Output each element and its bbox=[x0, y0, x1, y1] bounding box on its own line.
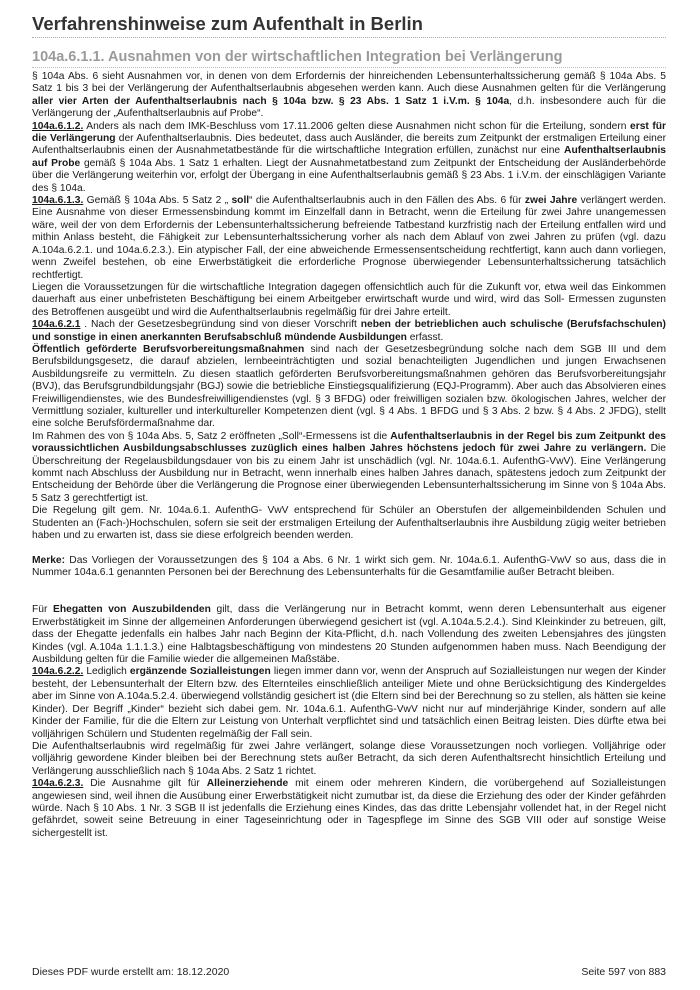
paragraph bbox=[32, 195, 666, 282]
section-reference: 104a.6.2.3. bbox=[32, 778, 84, 790]
paragraph-text: mit einem oder mehreren Kindern, die vorübergehend auf Sozialleistungen angewiesen sind, weil ihnen die Ausübung einer Erwerbstätigkeit nicht zumutbar ist, da diese die Erziehung des oder der Kinder gefährden würde. Nach § 10 Abs. 1 Nr. 3 SGB II ist jedenfalls die Erziehung eines Kindes, das das dritte Lebensjahr vollendet hat, in der Regel nicht gefährdet, soweit seine Betreuung in einer Tageseinrichtung oder in Tagespflege im Sinne des SGB VIII oder auf sonstige Weise sichergestellt ist. bbox=[32, 778, 666, 839]
paragraph-text: , d.h. insbesondere auch für die Verlängerung der „Aufenthaltserlaubnis auf Probe“. bbox=[32, 95, 666, 120]
section-title: 104a.6.1.1. Ausnahmen von der wirtschaftlichen Integration bei Verlängerung bbox=[32, 47, 666, 68]
bold-text: soll bbox=[231, 195, 250, 207]
paragraph-text: sind nach der Gesetzesbegründung solche nach dem SGB III und dem Berufsbildungsgesetz, die darauf abzielen, lernbeeinträchtigten und sozial benachteiligten Jugendlichen und jungen Erwachsenen Ausbildungsreife zu vermitteln. Zu diesen staatlich geförderten Berufsvorbereitungsmaßnahmen gehören das Berufsvorbereitungsjahr (BVJ), das Berufsgrundbildungsjahr (BGJ) sowie die betriebliche Einstiegsqualifizierung (EQJ-Programm). Aber auch das Absolvieren eines Freiwilligendienstes, wie des Bundesfreiwilligendienstes (vgl. § 3 BFDG) oder freiwilligen sozialen bzw. ökologischen Jahres, welcher der Vermittlung sozialer, kultureller und interkultureller Kompetenzen dient (vgl. § 4 Abs. 1 BFDG und § 3 Abs. 2 bzw. § 4 Abs. 2 JFDG), stellt eine solche Berufsfördermaßnahme dar. bbox=[32, 343, 666, 430]
paragraph bbox=[32, 505, 666, 542]
paragraph bbox=[32, 282, 666, 319]
paragraph-spacer bbox=[32, 580, 666, 605]
paragraph-text: Lediglich bbox=[83, 666, 130, 678]
paragraph-text: “ die Aufenthaltserlaubnis auch in den Fällen des Abs. 6 für bbox=[249, 195, 525, 207]
paragraph-text: gemäß § 104a Abs. 1 Satz 1 erhalten. Liegt der Ausnahmetatbestand zum Zeitpunkt der Entscheidung der Ausländerbehörde über die Verlängerung weiterhin vor, erfolgt der Übergang in eine Aufenthaltserlaubnis gemäß § 23 Abs. 1 i.V.m. der einschlägigen Variante des § 104a. bbox=[32, 157, 666, 194]
paragraph-text: Die Regelung gilt gem. Nr. 104a.6.1. AufenthG- VwV entsprechend für Schüler an Oberstufen der allgemeinbildenden Schulen und Studenten an (Fach-)Hochschulen, sofern sie seit der erstmaligen Erteilung der Aufenthaltserlaubnis ihre Ausbildung zügig weiter betrieben haben und zu erwarten ist, dass sie diese erfolgreich beenden werden. bbox=[32, 505, 666, 542]
paragraph-text: verlängert werden. Eine Ausnahme von dieser Ermessensbindung kommt im Einzelfall dann in Betracht, wenn die Erteilung für zwei Jahre unangemessen wäre, weil der von dem Erfordernis der Lebensunterhaltssicherung befreiende Tatbestand kurzfristig nach der Erteilung entfallen wird und mithin Anlass besteht, die Fähigkeit zur Lebensunterhaltssicherung vorher als nach dem Ablauf von zwei Jahren zu prüfen (vgl. dazu A.104a.6.2.1. und 104a.6.2.3.). Ein atypischer Fall, der eine abweichende Ermessensentscheidung rechtfertigt, kann auch dann vorliegen, wenn Zweifel bestehen, ob eine Erwerbstätigkeit die erforderliche Prognose überwiegender Lebensunterhaltssicherung tatsächlich rechtfertigt. bbox=[32, 195, 666, 281]
paragraph bbox=[32, 741, 666, 778]
section-reference: 104a.6.2.2. bbox=[32, 666, 84, 678]
paragraph bbox=[32, 604, 666, 666]
bold-text: Aufenthaltserlaubnis in der Regel bis zum Zeitpunkt des voraussichtlichen Ausbildungsabschlusses zuzüglich eines halben Jahres höchstens jedoch für zwei Jahre zu verlängern. bbox=[32, 430, 666, 455]
paragraph-text: liegen immer dann vor, wenn der Anspruch auf Sozialleistungen nur wegen der Kinder besteht, der Lebensunterhalt der Eltern bzw. des Elternteiles einschließlich anteiliger Miete und ohne Berücksichtigung des Kindergeldes aber im Sinne von A.104a.5.2.4. überwiegend vollständig gesichert ist (die Eltern sind bei der Berechnung so zu stellen, als hätten sie keine Kinder). Der Begriff „Kinder“ bezieht sich dabei gem. Nr. 104a.6.1. AufenthG-VwV nicht nur auf minderjährige Kinder, sondern auf alle Kinder der Familie, für die die Eltern zur Leistung von Unterhalt verpflichtet sind und tatsächlich einen Beitrag leisten. Dies dürfte etwa bei volljährigen Schülern und Studenten regelmäßig der Fall sein. bbox=[32, 666, 667, 740]
page-number: Seite 597 von 883 bbox=[581, 966, 666, 978]
bold-text: erst für die Verlängerung bbox=[32, 120, 666, 145]
paragraph bbox=[32, 555, 666, 580]
paragraph bbox=[32, 319, 666, 344]
paragraph-text: Für bbox=[32, 604, 54, 616]
page-footer bbox=[32, 966, 666, 978]
paragraph bbox=[32, 666, 666, 740]
bold-text: neben der betrieblichen auch schulische (Berufsfachschulen) und sonstige in einen anerkannten Berufsabschluß mündende Ausbildungen bbox=[32, 319, 666, 343]
bold-text: zwei Jahre bbox=[524, 195, 578, 207]
paragraph bbox=[32, 344, 666, 431]
paragraph-text: Gemäß § 104a Abs. 5 Satz 2 „ bbox=[83, 195, 232, 207]
paragraph bbox=[32, 121, 666, 195]
paragraph-text: Die Aufenthaltserlaubnis wird regelmäßig für zwei Jahre verlängert, solange diese Voraussetzungen noch vorliegen. Volljährige oder volljährig gewordene Kinder bleiben bei der Berechnung stets außer Betracht, da sich deren Aufenthaltsrecht hinsichtlich Erteilung und Verlängerung ausschließlich nach § 104a Abs. 2 Satz 1 richtet. bbox=[32, 740, 666, 777]
paragraph bbox=[32, 431, 666, 505]
section-reference: 104a.6.2.1 bbox=[32, 319, 81, 331]
paragraph-spacer bbox=[32, 542, 666, 554]
paragraph-text: . Nach der Gesetzesbegründung sind von dieser Vorschrift bbox=[80, 319, 361, 331]
document-page bbox=[32, 0, 666, 840]
paragraph-text: Die Überschreitung der Regelausbildungsdauer von bis zu einem Jahr ist unschädlich (vgl. Nr. 104a.6.1. AufenthG-VwV). Eine Verlängerung kommt nach Abschluss der Ausbildung nur in Betracht, wenn innerhalb eines halben Jahres danach, spätestens jedoch zum Zeitpunkt der Entscheidung der Behörde über die Verlängerung die Prognose einer überwiegenden Lebensunterhaltssicherung im Sinne von § 104a Abs. 5 Satz 3 gerechtfertigt ist. bbox=[32, 443, 666, 504]
bold-text: Merke: bbox=[32, 554, 66, 566]
paragraph bbox=[32, 71, 666, 121]
bold-text: aller vier Arten der Aufenthaltserlaubnis nach § 104a bzw. § 23 Abs. 1 Satz 1 i.V.m. § 104a bbox=[32, 95, 510, 107]
bold-text: Aufenthaltserlaubnis auf Probe bbox=[32, 145, 666, 169]
paragraph-text: Im Rahmen des von § 104a Abs. 5, Satz 2 eröffneten „Soll“-Ermessens ist die bbox=[32, 430, 391, 442]
created-date: Dieses PDF wurde erstellt am: 18.12.2020 bbox=[32, 966, 230, 978]
bold-text: Ehegatten von Auszubildenden bbox=[53, 604, 211, 616]
document-title: Verfahrenshinweise zum Aufenthalt in Berlin bbox=[32, 0, 666, 38]
paragraph-text: § 104a Abs. 6 sieht Ausnahmen vor, in denen von dem Erfordernis der hinreichenden Lebensunterhaltssicherung gemäß § 104a Abs. 5 Satz 1 bis 3 bei der Verlängerung der Aufenthaltserlaubnis abgesehen werden kann. Auch diese Ausnahmen gelten für die Verlängerung bbox=[32, 71, 666, 95]
document-body bbox=[32, 71, 666, 840]
paragraph bbox=[32, 778, 666, 840]
section-reference: 104a.6.1.3. bbox=[32, 195, 84, 207]
paragraph-text: Liegen die Voraussetzungen für die wirtschaftliche Integration dagegen offensichtlich auch für die Zukunft vor, etwa weil das Einkommen dauerhaft aus einer unbefristeten Beschäftigung bei einem Arbeitgeber erwirtschaft wurde und wird, wird das Soll- Ermessen zugunsten des Betroffenen ausgeübt und wird die Aufenthaltserlaubnis regelmäßig für drei Jahre erteilt. bbox=[32, 281, 666, 318]
bold-text: Alleinerziehende bbox=[206, 778, 289, 790]
paragraph-text: der Aufenthaltserlaubnis. Dies bedeutet, dass auch Ausländer, die bereits zum Zeitpunkt der erstmaligen Erteilung einer Aufenthaltserlaubnis einen der Ausnahmetatbestände für die wirtschaftliche Integration erfüllen, zunächst nur eine bbox=[32, 133, 666, 157]
bold-text: Öffentlich geförderte Berufsvorbereitungsmaßnahmen bbox=[32, 343, 305, 355]
paragraph-text: Das Vorliegen der Voraussetzungen des § 104 a Abs. 6 Nr. 1 wirkt sich gem. Nr. 104a.6.1. AufenthG-VwV so aus, dass die in Nummer 104a.6.1 genannten Personen bei der Berechnung des Lebensunterhalts für die Gesamtfamilie außer Betracht bleiben. bbox=[32, 554, 666, 579]
paragraph-text: gilt, dass die Verlängerung nur in Betracht kommt, wenn deren Lebensunterhalt aus eigener Erwerbstätigkeit im Sinne der allgemeinen Anforderungen überwiegend gesichert ist (vgl. A.104a.5.2.4.). Sind Kleinkinder zu betreuen, gilt, dass der Ehegatte jedenfalls ein halbes Jahr nach Beginn der Kita-Pflicht, d.h. nach Vollendung des zweiten Lebensjahres des jüngsten Kindes (vgl. A.104a 1.1.1.3.) eine Halbtagsbeschäftigung von mindestens 20 Stunden aufgenommen haben muss. Nach Beendigung der Ausbildung gelten für die Familie wieder die allgemeinen Maßstäbe. bbox=[32, 604, 666, 666]
paragraph-text: erfasst. bbox=[406, 331, 444, 343]
section-reference: 104a.6.1.2. bbox=[32, 120, 84, 132]
paragraph-text: Die Ausnahme gilt für bbox=[83, 778, 207, 790]
paragraph-text: Anders als nach dem IMK-Beschluss vom 17.11.2006 gelten diese Ausnahmen nicht schon für die Erteilung, sondern bbox=[83, 120, 631, 132]
bold-text: ergänzende Sozialleistungen bbox=[129, 666, 271, 678]
